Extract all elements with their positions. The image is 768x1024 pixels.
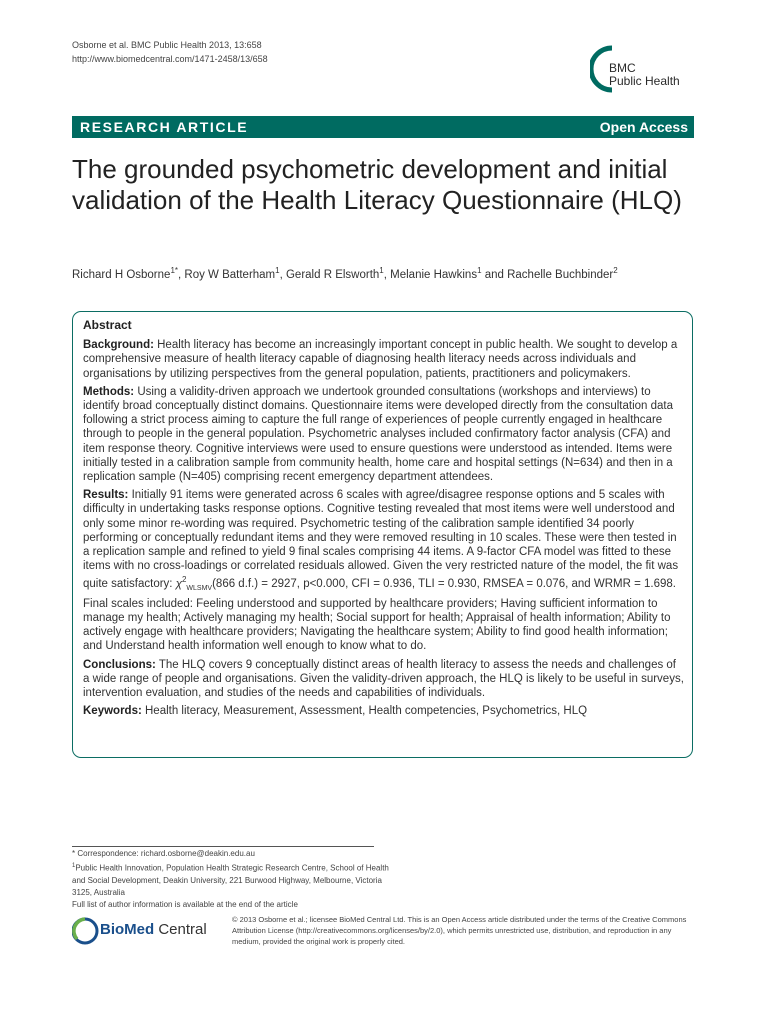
affiliation-text: Public Health Innovation, Population Health Strategic Research Centre, School of Health and Social Development, Deakin University, 221 Burwood Highway, Melbourne, Victoria 3125, Australia: [72, 863, 389, 897]
conclusions-text: The HLQ covers 9 conceptually distinct areas of health literacy to assess the needs and challenges of a wide range of people and organisations. Given the validity-driven approach, the HLQ is likely to be useful in surveys, intervention evaluation, and studies of the needs and capabilities of individuals.: [83, 658, 684, 699]
abstract-methods: [83, 385, 685, 484]
footnote-divider: [72, 846, 374, 847]
background-label: Background:: [83, 339, 154, 352]
author-affiliation: 1: [477, 266, 482, 275]
author-info-note: Full list of author information is available at the end of the article: [72, 899, 298, 909]
author-affiliation: 1: [275, 266, 280, 275]
keywords-label: Keywords:: [83, 705, 142, 718]
conclusions-label: Conclusions:: [83, 658, 156, 671]
author-name: Rachelle Buchbinder: [507, 268, 614, 281]
research-article-label: RESEARCH ARTICLE: [80, 119, 249, 135]
biomed-central-logo: [72, 914, 222, 950]
abstract-heading: Abstract: [83, 318, 132, 332]
article-title: The grounded psychometric development and initial validation of the Health Literacy Questionnaire (HLQ): [72, 154, 682, 215]
logo-text-public-health: Public Health: [609, 74, 680, 88]
chi-square-superscript: 2: [181, 575, 187, 585]
author-name: Gerald R Elsworth: [285, 268, 380, 281]
correspondence-note: * Correspondence: richard.osborne@deakin.edu.au: [72, 849, 255, 858]
author-list: Richard H Osborne$^{1*}$, Roy W Batterham$^1$, Gerald R Elsworth$^1$, Melanie Hawkins$^1$ and Rachelle Buchbinder$^2$: [72, 266, 618, 281]
article-type-banner: [72, 116, 694, 138]
open-access-label: Open Access: [599, 119, 688, 135]
author-affiliation: 1: [379, 266, 384, 275]
author-name: Melanie Hawkins: [390, 268, 478, 281]
abstract-keywords: [83, 704, 685, 718]
wordmark-biomed: BioMed: [100, 921, 155, 938]
methods-label: Methods:: [83, 385, 135, 398]
chi-square-symbol: χ: [175, 578, 182, 591]
journal-citation: Osborne et al. BMC Public Health 2013, 13:658: [72, 40, 262, 50]
abstract-conclusions: [83, 658, 685, 701]
background-text: Health literacy has become an increasingly important concept in public health. We sought to develop a comprehensive measure of health literacy capable of diagnosing health literacy needs across individuals and organisations by utilizing perspectives from the general population, patients, practitioners and policymakers.: [83, 339, 678, 380]
bmc-public-health-logo: [590, 44, 700, 94]
wordmark-central: Central: [154, 921, 207, 938]
logo-text-bmc: BMC: [609, 61, 636, 75]
keywords-text: Health literacy, Measurement, Assessment, Health competencies, Psychometrics, HLQ: [145, 705, 588, 718]
license-statement: © 2013 Osborne et al.; licensee BioMed Central Ltd. This is an Open Access article distributed under the terms of the Creative Commons Attribution License (http://creativecommons.org/licenses/by/2.0), which permits unrestricted use, distribution, and reproduction in any medium, provided the original work is properly cited.: [232, 915, 687, 946]
chi-square-subscript: WLSMV: [186, 585, 213, 593]
affiliation-number: 1: [72, 863, 76, 869]
results-label: Results:: [83, 489, 129, 502]
biomed-swirl-icon: [72, 914, 100, 950]
results-text-part2: (866 d.f.) = 2927, p<0.000, CFI = 0.936, TLI = 0.930, RMSEA = 0.076, and WRMR = 1.698. Final scales included: Feeling understood and supported by healthcare providers; Having sufficient information to manage my health; Actively managing my health; Social support for health; Appraisal of health information; Ability to actively engage with healthcare providers; Navigating the healthcare system; Ability to find good health information; and Understand health information well enough to know what to do.: [83, 578, 676, 653]
author-affiliation: 1*: [170, 266, 178, 275]
author-name: Richard H Osborne: [72, 268, 171, 281]
citation-block: [72, 38, 268, 66]
author-name: Roy W Batterham: [184, 268, 276, 281]
results-text-part1: Initially 91 items were generated across 6 scales with agree/disagree response options and 5 scales with difficulty in undertaking tasks response options. Cognitive testing revealed that most items were well understood and only some minor re-wording was required. Psychometric testing of the calibration sample identified 34 poorly performing or conceptually redundant items and they were removed resulting in 10 scales. These were then tested in a replication sample and refined to yield 9 final scales comprising 44 items. A 9-factor CFA model was fitted to these items with no cross-loadings or correlated residuals allowed. Given the very restricted nature of the model, the fit was quite satisfactory:: [83, 489, 679, 591]
footnotes: [72, 848, 392, 911]
abstract-box: [72, 311, 693, 758]
author-affiliation: 2: [613, 266, 618, 275]
article-url[interactable]: http://www.biomedcentral.com/1471-2458/13/658: [72, 54, 268, 64]
abstract-background: [83, 338, 685, 381]
abstract-results: [83, 488, 685, 653]
affiliation-note: [72, 860, 392, 899]
biomed-central-wordmark: [100, 921, 207, 938]
methods-text: Using a validity-driven approach we undertook grounded consultations (workshops and interviews) to identify broad conceptually distinct domains. Questionnaire items were developed directly from the consultation data following a strict process aiming to capture the full range of experiences of people currently engaged in healthcare through to people in the general population. Psychometric analyses included confirmatory factor analysis (CFA) and item response theory. Cognitive interviews were used to ensure questions were understood as intended. Items were initially tested in a calibration sample from community health, home care and hospital settings (N=634) and then in a replication sample (N=405) comprising recent emergency department attendees.: [83, 385, 674, 484]
